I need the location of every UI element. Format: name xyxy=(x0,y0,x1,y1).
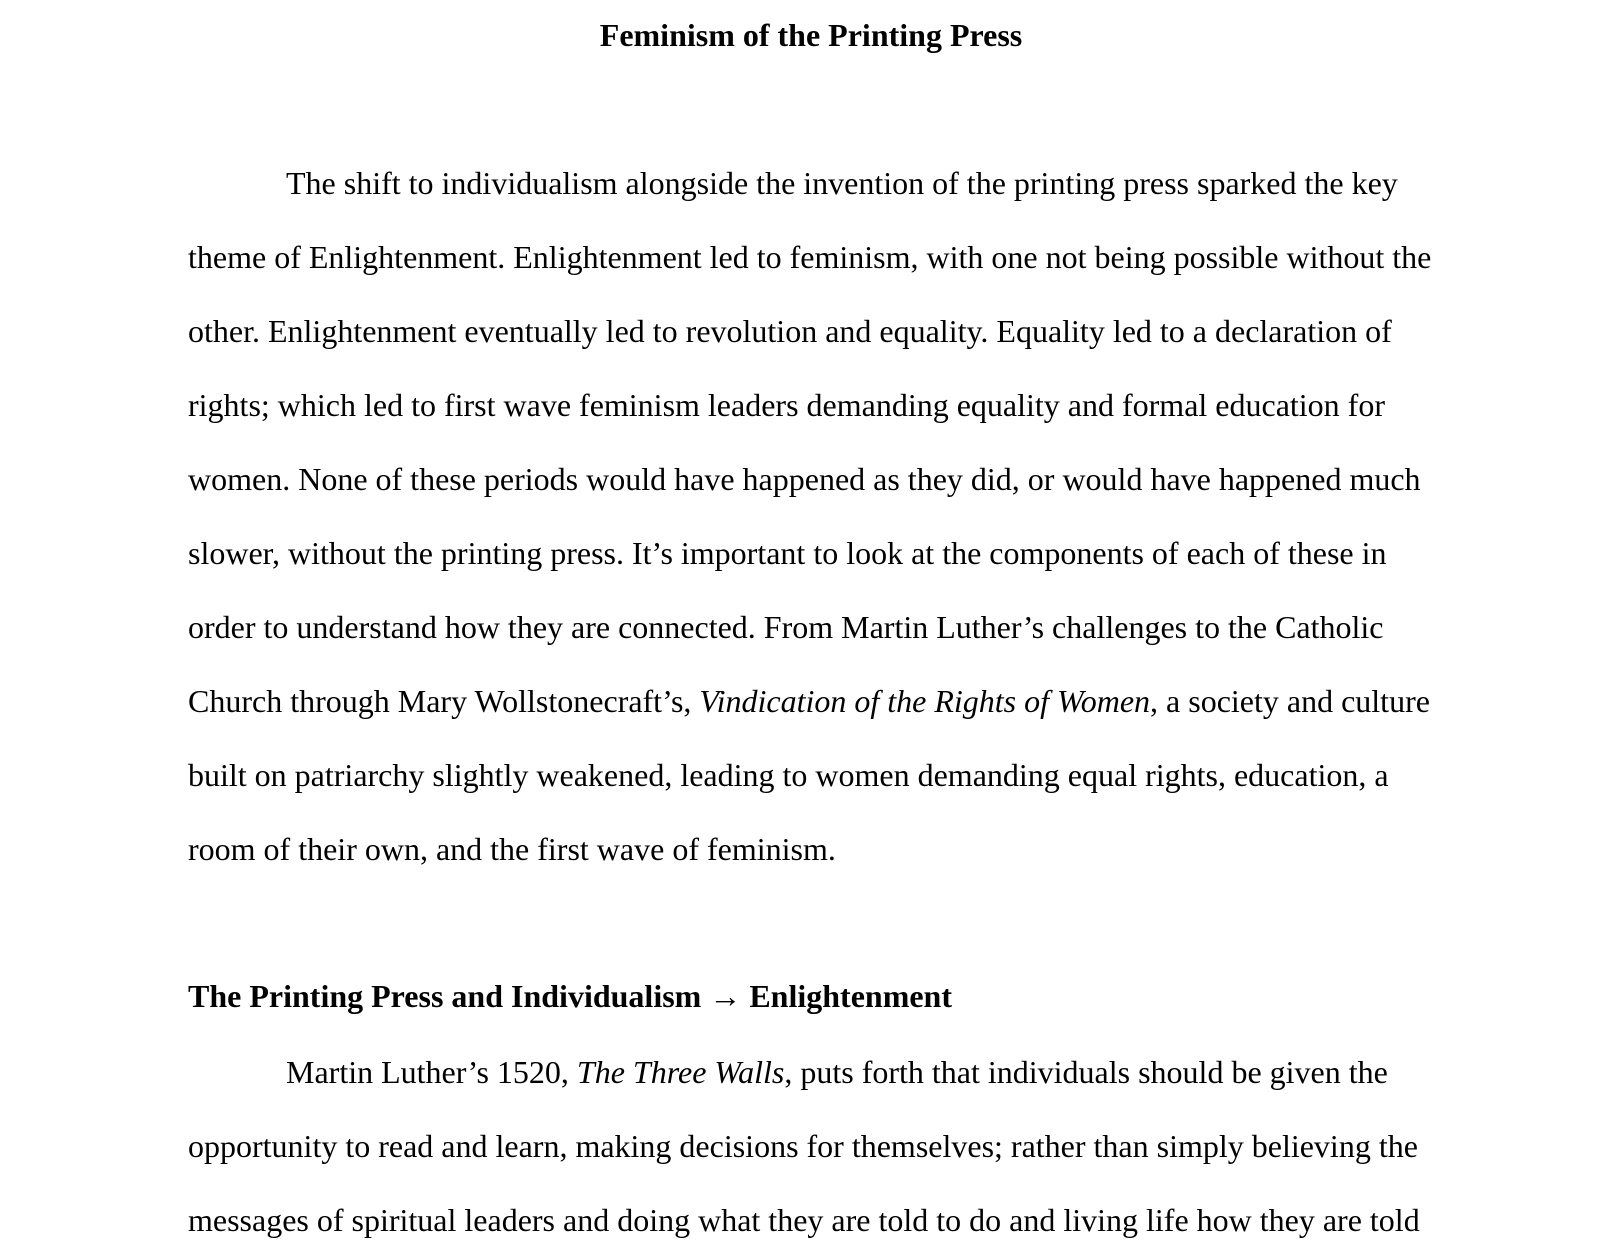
intro-line-9: built on patriarchy slightly weakened, leading to women demanding equal rights, education, a xyxy=(188,757,1389,793)
section1-line-1-text-end: , puts forth that individuals should be given the xyxy=(784,1054,1388,1090)
section1-line-2: opportunity to read and learn, making decisions for themselves; rather than simply believing the xyxy=(188,1128,1418,1164)
intro-line-10: room of their own, and the first wave of feminism. xyxy=(188,831,836,867)
book-title-vindication: Vindication of the Rights of Women xyxy=(699,683,1151,719)
book-title-three-walls: The Three Walls xyxy=(576,1054,785,1090)
section-heading: The Printing Press and Individualism → Enlightenment xyxy=(188,978,952,1014)
intro-line-8 xyxy=(188,664,1448,738)
document-title: Feminism of the Printing Press xyxy=(599,17,1023,53)
intro-line-2: theme of Enlightenment. Enlightenment led to feminism, with one not being possible without the xyxy=(188,239,1432,275)
section1-line-3: messages of spiritual leaders and doing what they are told to do and living life how they are told xyxy=(188,1202,1420,1238)
section1-paragraph xyxy=(188,1035,1448,1257)
intro-line-8-text-start: Church through Mary Wollstonecraft’s, xyxy=(188,683,700,719)
intro-paragraph xyxy=(188,146,1448,886)
intro-line-7: order to understand how they are connected. From Martin Luther’s challenges to the Catholic xyxy=(188,609,1384,645)
intro-line-4: rights; which led to first wave feminism leaders demanding equality and formal education for xyxy=(188,387,1385,423)
intro-line-6: slower, without the printing press. It’s important to look at the components of each of these in xyxy=(188,535,1387,571)
intro-line-1: The shift to individualism alongside the invention of the printing press sparked the key xyxy=(286,165,1398,201)
section1-line-1-text-start: Martin Luther’s 1520, xyxy=(286,1054,577,1090)
intro-line-5: women. None of these periods would have happened as they did, or would have happened much xyxy=(188,461,1421,497)
intro-line-3: other. Enlightenment eventually led to revolution and equality. Equality led to a declaration of xyxy=(188,313,1392,349)
intro-line-8-text-end: , a society and culture xyxy=(1150,683,1430,719)
section1-line-1 xyxy=(188,1035,1448,1109)
